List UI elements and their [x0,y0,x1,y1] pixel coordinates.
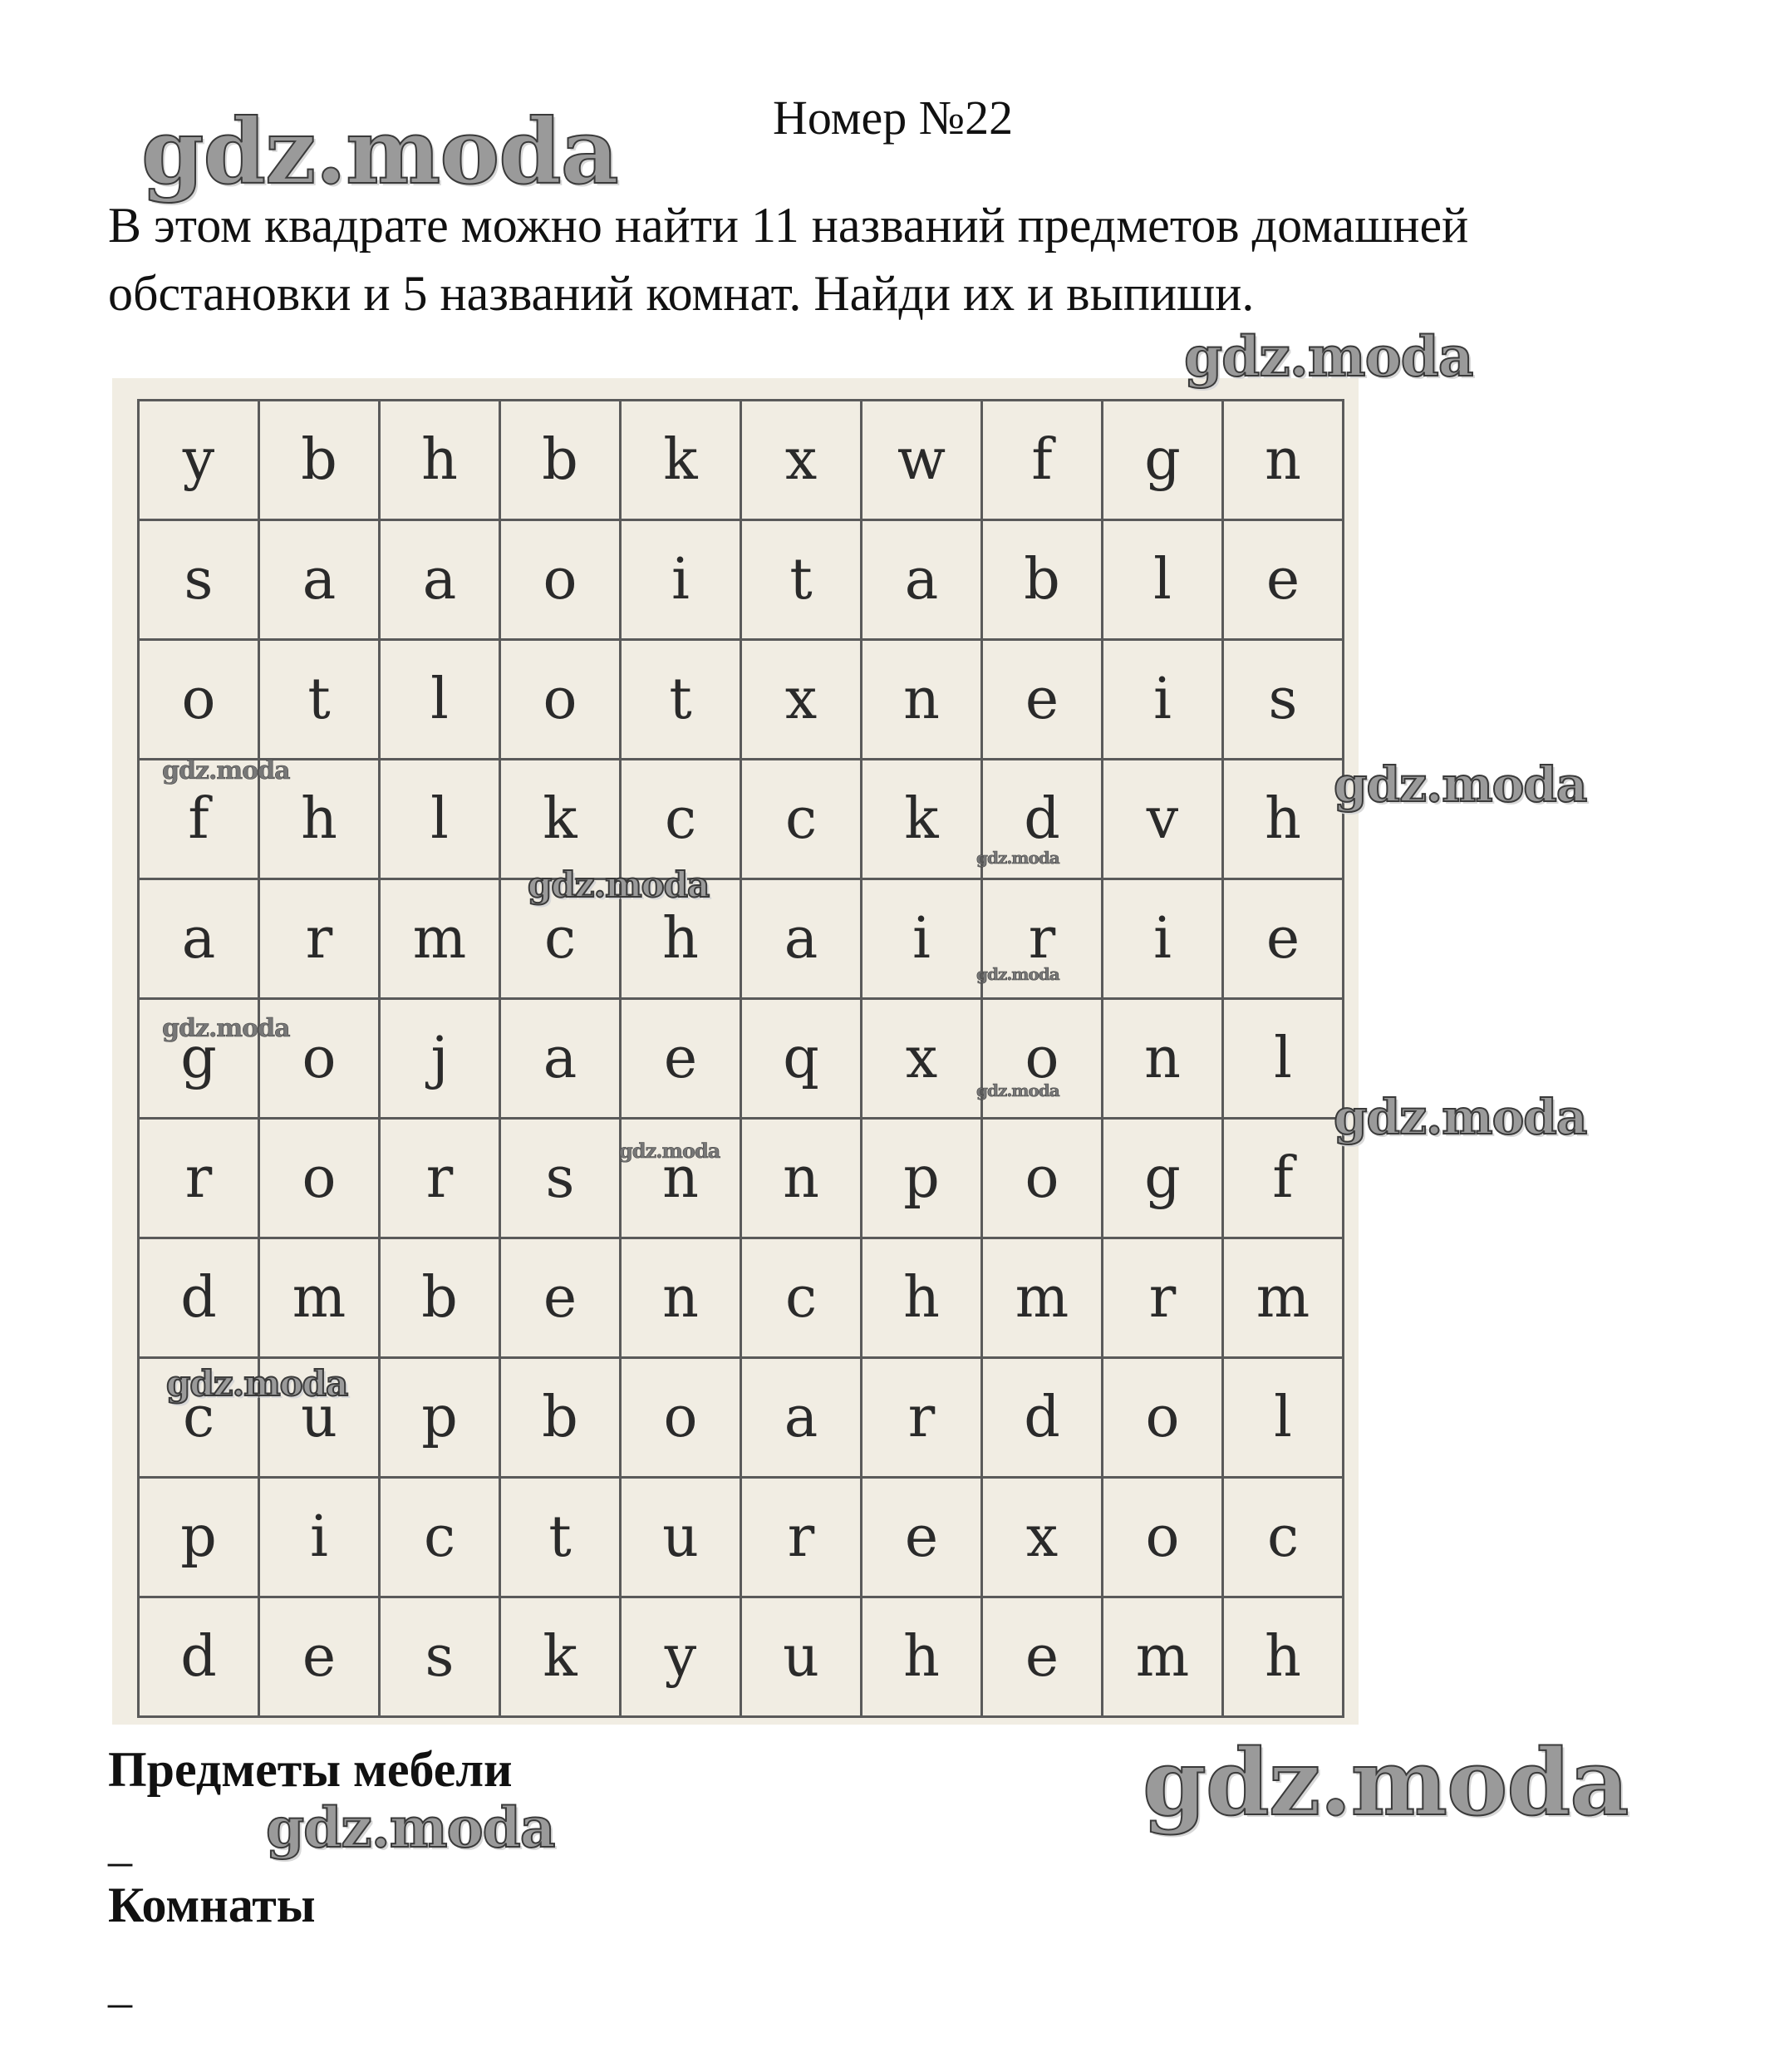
grid-cell: a [260,521,381,641]
grid-cell: r [260,880,381,1000]
grid-cell: e [1224,521,1344,641]
grid-cell: o [983,1120,1103,1239]
grid-cell: g [140,1000,260,1120]
grid-cell: s [501,1120,622,1239]
grid-cell: i [862,880,983,1000]
grid-cell: w [862,401,983,521]
grid-cell: r [983,880,1103,1000]
grid-cell: h [381,401,501,521]
grid-cell: o [1103,1359,1224,1479]
grid-cell: h [862,1598,983,1718]
watermark-logo: gdz.moda [166,1363,348,1404]
grid-cell: x [742,401,862,521]
grid-cell: s [1224,641,1344,760]
watermark-logo: gdz.moda [162,1014,290,1043]
grid-cell: j [381,1000,501,1120]
grid-cell: r [862,1359,983,1479]
watermark-logo: gdz.moda [976,848,1059,868]
grid-cell: m [381,880,501,1000]
grid-cell: o [501,641,622,760]
grid-cell: f [1224,1120,1344,1239]
page-title: Номер №22 [773,91,1014,145]
grid-cell: b [501,401,622,521]
watermark-logo: gdz.moda [619,1139,720,1163]
watermark-logo: gdz.moda [528,864,710,905]
grid-cell: g [1103,401,1224,521]
grid-cell: s [381,1598,501,1718]
watermark-logo: gdz.moda [141,100,618,204]
grid-cell: e [983,1598,1103,1718]
grid-cell: h [622,880,742,1000]
furniture-heading: Предметы мебели [108,1742,513,1797]
grid-cell: l [381,760,501,880]
grid-cell: r [381,1120,501,1239]
grid-cell: d [140,1239,260,1359]
grid-cell: t [260,641,381,760]
grid-cell: e [1224,880,1344,1000]
grid-cell: y [622,1598,742,1718]
grid-cell: k [501,1598,622,1718]
grid-cell: r [1103,1239,1224,1359]
grid-cell: o [1103,1479,1224,1598]
word-search-grid [137,399,1344,1718]
grid-cell: h [1224,760,1344,880]
grid-cell: m [983,1239,1103,1359]
grid-cell: o [622,1359,742,1479]
watermark-logo: gdz.moda [266,1795,555,1860]
grid-cell: a [381,521,501,641]
grid-cell: m [260,1239,381,1359]
grid-cell: l [1103,521,1224,641]
grid-cell: k [622,401,742,521]
grid-cell: b [983,521,1103,641]
grid-cell: r [140,1120,260,1239]
grid-cell: u [742,1598,862,1718]
grid-cell: d [983,760,1103,880]
grid-cell: t [501,1479,622,1598]
grid-cell: p [140,1479,260,1598]
grid-cell: i [622,521,742,641]
rooms-heading: Комнаты [108,1878,316,1932]
grid-cell: m [1224,1239,1344,1359]
grid-cell: c [742,1239,862,1359]
grid-cell: u [260,1359,381,1479]
watermark-logo: gdz.moda [976,1080,1059,1100]
grid-cell: k [501,760,622,880]
grid-cell: n [1103,1000,1224,1120]
grid-cell: x [983,1479,1103,1598]
watermark-logo: gdz.moda [1143,1729,1629,1836]
grid-cell: o [260,1120,381,1239]
grid-cell: b [381,1239,501,1359]
grid-cell: p [381,1359,501,1479]
grid-cell: e [983,641,1103,760]
watermark-logo: gdz.moda [1334,756,1587,813]
grid-cell: x [862,1000,983,1120]
grid-cell: c [1224,1479,1344,1598]
grid-cell: a [140,880,260,1000]
grid-cell: b [260,401,381,521]
grid-cell: r [742,1479,862,1598]
grid-cell: a [501,1000,622,1120]
grid-cell: c [742,760,862,880]
watermark-logo: gdz.moda [1334,1089,1587,1145]
grid-cell: c [140,1359,260,1479]
grid-cell: n [622,1120,742,1239]
watermark-logo: gdz.moda [162,756,290,785]
grid-cell: x [742,641,862,760]
grid-cell: c [501,880,622,1000]
grid-cell: f [140,760,260,880]
grid-cell: v [1103,760,1224,880]
grid-cell: a [742,1359,862,1479]
grid-cell: l [1224,1000,1344,1120]
grid-cell: o [501,521,622,641]
grid-cell: h [1224,1598,1344,1718]
grid-cell: b [501,1359,622,1479]
furniture-answer-line: _ [108,1817,132,1871]
task-instruction: В этом квадрате можно найти 11 названий предметов домашней обстановки и 5 названий комнат. Найди их и выпиши. [108,198,1469,321]
grid-cell: p [862,1120,983,1239]
rooms-answer-line: _ [108,1958,132,2012]
grid-cell: l [381,641,501,760]
grid-cell: o [983,1000,1103,1120]
grid-cell: f [983,401,1103,521]
grid-cell: h [862,1239,983,1359]
grid-cell: o [140,641,260,760]
grid-cell: t [742,521,862,641]
grid-cell: c [381,1479,501,1598]
grid-cell: q [742,1000,862,1120]
grid-cell: e [501,1239,622,1359]
grid-cell: a [742,880,862,1000]
grid-cell: y [140,401,260,521]
grid-cell: d [983,1359,1103,1479]
grid-cell: e [260,1598,381,1718]
grid-cell: l [1224,1359,1344,1479]
grid-cell: i [1103,880,1224,1000]
grid-cell: e [622,1000,742,1120]
watermark-logo: gdz.moda [976,964,1059,984]
grid-cell: e [862,1479,983,1598]
grid-cell: n [862,641,983,760]
grid-cell: c [622,760,742,880]
grid-cell: k [862,760,983,880]
grid-cell: t [622,641,742,760]
grid-cell: g [1103,1120,1224,1239]
watermark-logo: gdz.moda [1184,324,1473,389]
grid-cell: n [622,1239,742,1359]
grid-cell: h [260,760,381,880]
grid-cell: o [260,1000,381,1120]
grid-cell: u [622,1479,742,1598]
grid-cell: n [742,1120,862,1239]
word-search-image [112,378,1359,1725]
grid-cell: n [1224,401,1344,521]
grid-cell: s [140,521,260,641]
grid-cell: m [1103,1598,1224,1718]
grid-cell: d [140,1598,260,1718]
grid-cell: i [1103,641,1224,760]
grid-cell: a [862,521,983,641]
grid-cell: i [260,1479,381,1598]
